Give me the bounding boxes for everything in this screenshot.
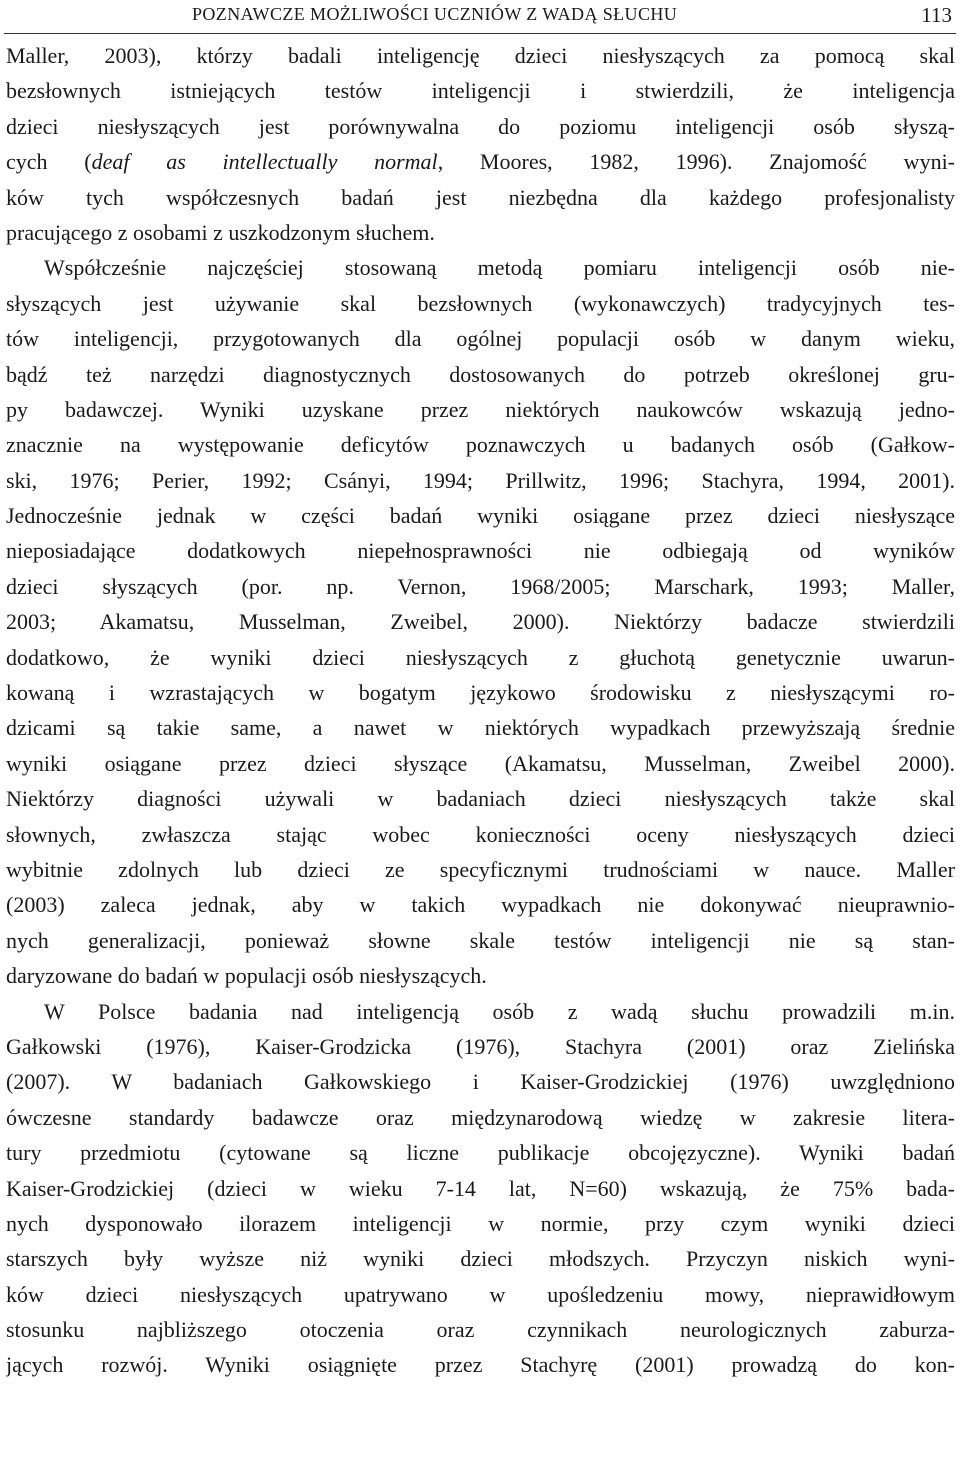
text-line: starszych były wyższe niż wyniki dzieci młodszych. Przyczyn niskich wyni- (6, 1246, 955, 1272)
text-line (6, 144, 955, 179)
text-line: wybitnie zdolnych lub dzieci ze specyficznymi trudnościami w nauce. Maller (6, 856, 955, 882)
body-text (6, 38, 955, 1383)
text-line: pracującego z osobami z uszkodzonym słuchem. (6, 219, 435, 245)
text-line: bądź też narzędzi diagnostycznych dostosowanych do potrzeb określonej gru- (6, 361, 955, 387)
page-number: 113 (921, 3, 952, 27)
text-line: kowaną i wzrastających w bogatym językowo środowisku z niesłyszącymi ro- (6, 680, 955, 706)
text-line: znacznie na występowanie deficytów poznawczych u badanych osób (Gałkow- (6, 432, 955, 458)
italic-phrase: deaf as intellectually normal (91, 149, 438, 175)
text-segment: cych ( (6, 149, 92, 175)
text-line: Niektórzy diagności używali w badaniach dzieci niesłyszących także skal (6, 786, 955, 812)
text-line: słyszących jest używanie skal bezsłownych (wykonawczych) tradycyjnych tes- (6, 290, 955, 316)
text-line: tury przedmiotu (cytowane są liczne publikacje obcojęzyczne). Wyniki badań (6, 1140, 955, 1166)
text-line: Maller, 2003), którzy badali inteligencję dzieci niesłyszących za pomocą skal (6, 43, 955, 68)
text-line: bezsłownych istniejących testów inteligencji i stwierdzili, że inteligencja (6, 78, 955, 104)
text-line: py badawczej. Wyniki uzyskane przez niektórych naukowców wskazują jedno- (6, 396, 955, 422)
text-line: dzieci słyszących (por. np. Vernon, 1968/2005; Marschark, 1993; Maller, (6, 573, 955, 599)
text-line: stosunku najbliższego otoczenia oraz czynnikach neurologicznych zaburza- (6, 1317, 955, 1343)
text-line: (2007). W badaniach Gałkowskiego i Kaiser-Grodzickiej (1976) uwzględniono (6, 1069, 955, 1095)
text-line: daryzowane do badań w populacji osób niesłyszących. (6, 963, 487, 989)
text-line: Kaiser-Grodzickiej (dzieci w wieku 7-14 lat, N=60) wskazują, że 75% bada- (6, 1175, 955, 1201)
text-line: wyniki osiągane przez dzieci słyszące (Akamatsu, Musselman, Zweibel 2000). (6, 750, 955, 776)
text-line: ski, 1976; Perier, 1992; Csányi, 1994; Prillwitz, 1996; Stachyra, 1994, 2001). (6, 467, 955, 493)
text-segment: , Moores, 1982, 1996). Znajomość wyni- (437, 149, 955, 175)
text-line: W Polsce badania nad inteligencją osób z wadą słuchu prowadzili m.in. (44, 998, 955, 1024)
text-line: Współcześnie najczęściej stosowaną metodą pomiaru inteligencji osób nie- (44, 255, 955, 281)
text-line: nieposiadające dodatkowych niepełnosprawności nie odbiegają od wyników (6, 538, 955, 564)
text-line: (2003) zaleca jednak, aby w takich wypadkach nie dokonywać nieuprawnio- (6, 892, 955, 918)
text-line: tów inteligencji, przygotowanych dla ogólnej populacji osób w danym wieku, (6, 326, 955, 352)
text-line: dzieci niesłyszących jest porównywalna do poziomu inteligencji osób słyszą- (6, 113, 955, 139)
text-line: 2003; Akamatsu, Musselman, Zweibel, 2000). Niektórzy badacze stwierdzili (6, 609, 955, 635)
text-line: dodatkowo, że wyniki dzieci niesłyszących z głuchotą genetycznie uwarun- (6, 644, 955, 670)
text-line: nych dysponowało ilorazem inteligencji w normie, przy czym wyniki dzieci (6, 1210, 955, 1236)
text-line: Gałkowski (1976), Kaiser-Grodzicka (1976), Stachyra (2001) oraz Zielińska (6, 1033, 955, 1059)
text-line: Jednocześnie jednak w części badań wyniki osiągane przez dzieci niesłyszące (6, 503, 955, 529)
text-line: ków tych współczesnych badań jest niezbędna dla każdego profesjonalisty (6, 184, 955, 210)
text-line: ków dzieci niesłyszących upatrywano w upośledzeniu mowy, nieprawidłowym (6, 1281, 955, 1307)
text-line: dzicami są takie same, a nawet w niektórych wypadkach przewyższają średnie (6, 715, 955, 741)
text-line: słownych, zwłaszcza stając wobec konieczności oceny niesłyszących dzieci (6, 821, 955, 847)
running-head: POZNAWCZE MOŻLIWOŚCI UCZNIÓW Z WADĄ SŁUCHU (192, 4, 678, 24)
text-line: jących rozwój. Wyniki osiągnięte przez Stachyrę (2001) prowadzą do kon- (6, 1352, 955, 1378)
header-rule (4, 33, 956, 34)
text-line: ówczesne standardy badawcze oraz międzynarodową wiedzę w zakresie litera- (6, 1104, 955, 1130)
page-header (0, 0, 960, 34)
text-line: nych generalizacji, ponieważ słowne skale testów inteligencji nie są stan- (6, 927, 955, 953)
